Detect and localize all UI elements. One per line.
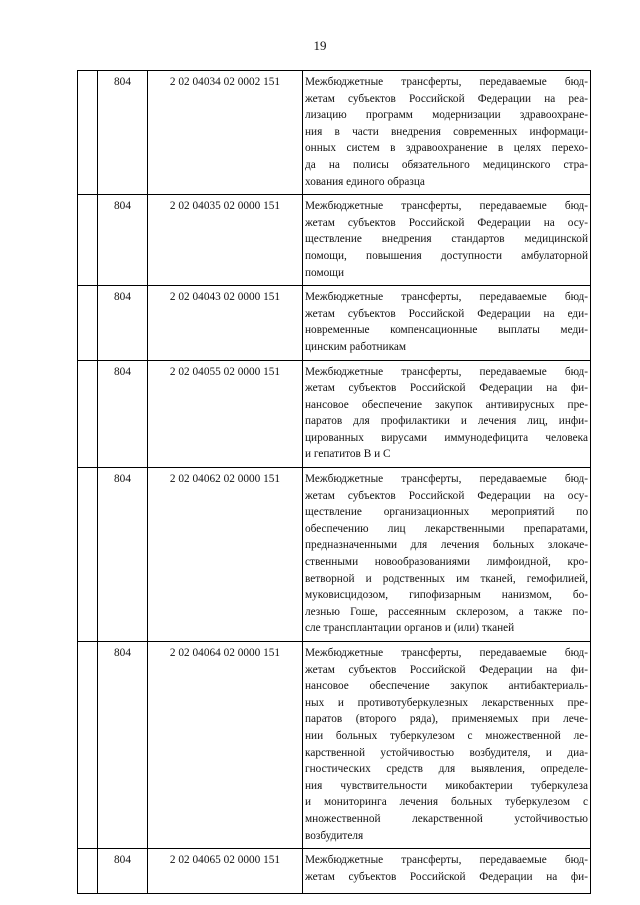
description-line: нансовое обеспечение закупок антибактериаль- <box>305 680 588 693</box>
revenue-name-cell <box>303 468 591 642</box>
description-line: и гепатитов В и С <box>305 448 391 461</box>
description-line: жетам субъектов Российской Федерации на осу- <box>305 216 588 229</box>
description-line: ния в части внедрения современных информаци- <box>305 125 588 138</box>
table-row <box>78 286 591 360</box>
description-line: ществление организационных мероприятий по <box>305 506 588 519</box>
administrator-code-cell: 804 <box>98 849 148 894</box>
administrator-code-cell: 804 <box>98 468 148 642</box>
blank-cell <box>78 468 98 642</box>
description-line: онных систем в здравоохранение в целях перехо- <box>305 142 588 155</box>
revenue-code-cell: 2 02 04055 02 0000 151 <box>148 360 303 468</box>
table-row <box>78 642 591 849</box>
description-line: цированных вирусами иммунодефицита человека <box>305 431 588 444</box>
description-line: Межбюджетные трансферты, передаваемые бюд- <box>305 473 588 486</box>
description-line: новременные компенсационные выплаты меди- <box>305 324 588 337</box>
description-line: и мониторинга лечения больных туберкулезом с <box>305 796 588 809</box>
description-line: Межбюджетные трансферты, передаваемые бюд- <box>305 854 588 867</box>
description-line: Межбюджетные трансферты, передаваемые бюд- <box>305 76 588 88</box>
revenue-name-cell <box>303 849 591 894</box>
description-line: Межбюджетные трансферты, передаваемые бюд- <box>305 291 588 304</box>
blank-cell <box>78 849 98 894</box>
description-line: паратов для профилактики и лечения лиц, инфи- <box>305 415 588 428</box>
revenue-code-cell: 2 02 04062 02 0000 151 <box>148 468 303 642</box>
description-line: ния чувствительности микобактерии туберкулеза <box>305 779 588 792</box>
revenue-code-cell: 2 02 04034 02 0002 151 <box>148 71 303 195</box>
description-line: нансовое обеспечение закупок антивирусных пре- <box>305 398 588 411</box>
revenue-name-cell <box>303 642 591 849</box>
description-line: нии больных туберкулезом с множественной ле- <box>305 729 588 742</box>
description-line: ветворной и родственных им тканей, гемофилией, <box>305 572 588 585</box>
administrator-code-cell: 804 <box>98 286 148 360</box>
description-line: жетам субъектов Российской Федерации на фи- <box>305 663 588 676</box>
description-line: жетам субъектов Российской Федерации на реа- <box>305 92 588 105</box>
revenue-classification-table <box>77 70 591 894</box>
table-row <box>78 71 591 195</box>
blank-cell <box>78 360 98 468</box>
description-line: лизацию программ модернизации здравоохране- <box>305 109 588 122</box>
description-line: да на полисы обязательного медицинского стра- <box>305 158 588 171</box>
revenue-code-cell: 2 02 04065 02 0000 151 <box>148 849 303 894</box>
description-line: Межбюджетные трансферты, передаваемые бюд- <box>305 647 588 659</box>
description-line: гностических средств для выявления, определе- <box>305 763 588 776</box>
description-line: помощи <box>305 266 345 279</box>
description-line: помощи, повышения доступности амбулаторной <box>305 249 588 262</box>
revenue-name-cell <box>303 195 591 286</box>
description-line: множественной лекарственной устойчивостью <box>305 812 588 825</box>
description-line: цинским работникам <box>305 340 407 353</box>
description-line: ственными новообразованиями лимфоидной, кро- <box>305 556 588 569</box>
description-line: карственной устойчивостью возбудителя, и диа- <box>305 746 588 759</box>
table-body <box>78 71 591 894</box>
description-line: жетам субъектов Российской Федерации на фи- <box>305 382 588 395</box>
description-line: сле трансплантации органов и (или) тканей <box>305 622 515 635</box>
description-line: жетам субъектов Российской Федерации на фи- <box>305 870 588 883</box>
description-line: Межбюджетные трансферты, передаваемые бюд- <box>305 365 588 378</box>
table-row <box>78 360 591 468</box>
revenue-name-cell <box>303 71 591 195</box>
administrator-code-cell: 804 <box>98 642 148 849</box>
blank-cell <box>78 195 98 286</box>
revenue-code-cell: 2 02 04064 02 0000 151 <box>148 642 303 849</box>
revenue-name-cell <box>303 360 591 468</box>
blank-cell <box>78 286 98 360</box>
description-line: муковисцидозом, гипофизарным нанизмом, бо- <box>305 589 588 602</box>
description-line: предназначенными для лечения больных злокаче- <box>305 539 588 552</box>
revenue-name-cell <box>303 286 591 360</box>
table-row <box>78 195 591 286</box>
description-line: жетам субъектов Российской Федерации на еди- <box>305 307 588 320</box>
blank-cell <box>78 642 98 849</box>
administrator-code-cell: 804 <box>98 71 148 195</box>
page-number: 19 <box>313 38 327 53</box>
description-line: Межбюджетные трансферты, передаваемые бюд- <box>305 200 588 213</box>
description-line: хования единого образца <box>305 175 425 188</box>
description-line: обеспечению лиц лекарственными препаратами, <box>305 522 588 535</box>
description-line: ных и противотуберкулезных лекарственных пре- <box>305 696 588 709</box>
administrator-code-cell: 804 <box>98 360 148 468</box>
description-line: лезнью Гоше, рассеянным склерозом, а также по- <box>305 605 588 618</box>
revenue-code-cell: 2 02 04035 02 0000 151 <box>148 195 303 286</box>
table-row <box>78 849 591 894</box>
revenue-code-cell: 2 02 04043 02 0000 151 <box>148 286 303 360</box>
description-line: жетам субъектов Российской Федерации на осу- <box>305 489 588 502</box>
blank-cell <box>78 71 98 195</box>
administrator-code-cell: 804 <box>98 195 148 286</box>
description-line: паратов (второго ряда), применяемых при лече- <box>305 713 588 726</box>
description-line: ществление внедрения стандартов медицинской <box>305 233 588 246</box>
description-line: возбудителя <box>305 829 364 842</box>
table-row <box>78 468 591 642</box>
